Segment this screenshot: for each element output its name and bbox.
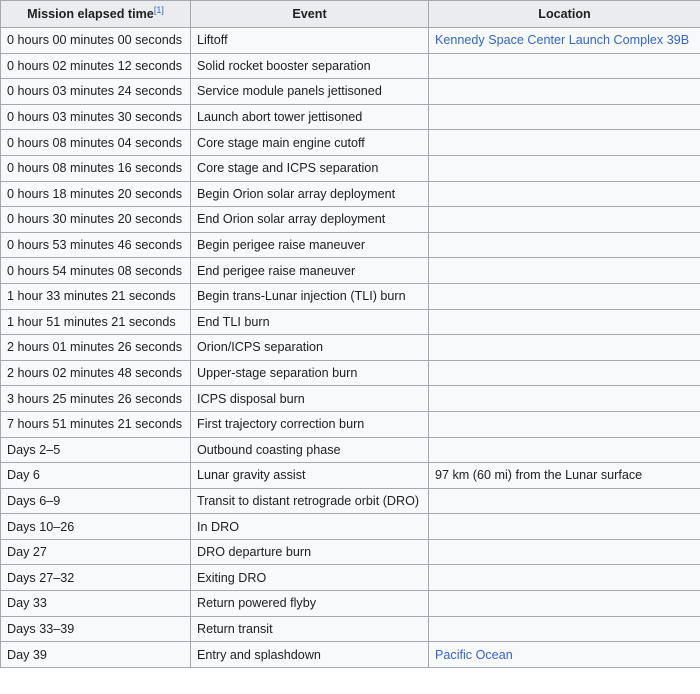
table-row <box>1 437 700 463</box>
cell-mission-elapsed-time: 1 hour 33 minutes 21 seconds <box>1 283 191 309</box>
cell-event: Service module panels jettisoned <box>191 79 429 105</box>
cell-location <box>429 488 700 514</box>
cell-event: Lunar gravity assist <box>191 463 429 489</box>
cell-event: Launch abort tower jettisoned <box>191 104 429 130</box>
table-row <box>1 232 700 258</box>
cell-mission-elapsed-time: 0 hours 02 minutes 12 seconds <box>1 53 191 79</box>
table-row <box>1 616 700 642</box>
location-link[interactable]: Pacific Ocean <box>435 647 513 662</box>
header-time-label: Mission elapsed time <box>27 7 154 21</box>
cell-mission-elapsed-time: Days 27–32 <box>1 565 191 591</box>
cell-location <box>429 104 700 130</box>
cell-mission-elapsed-time: 0 hours 03 minutes 30 seconds <box>1 104 191 130</box>
table-row <box>1 155 700 181</box>
cell-event: First trajectory correction burn <box>191 411 429 437</box>
cell-mission-elapsed-time: 7 hours 51 minutes 21 seconds <box>1 411 191 437</box>
cell-event: Liftoff <box>191 28 429 54</box>
cell-event: Transit to distant retrograde orbit (DRO) <box>191 488 429 514</box>
cell-event: Entry and splashdown <box>191 642 429 668</box>
cell-location <box>429 335 700 361</box>
cell-event: DRO departure burn <box>191 539 429 565</box>
cell-event: In DRO <box>191 514 429 540</box>
table-row <box>1 386 700 412</box>
cell-mission-elapsed-time: 0 hours 54 minutes 08 seconds <box>1 258 191 284</box>
cell-mission-elapsed-time: 0 hours 08 minutes 16 seconds <box>1 155 191 181</box>
header-location: Location <box>429 1 700 28</box>
cell-mission-elapsed-time: 2 hours 01 minutes 26 seconds <box>1 335 191 361</box>
cell-event: Outbound coasting phase <box>191 437 429 463</box>
cell-mission-elapsed-time: Day 6 <box>1 463 191 489</box>
cell-location <box>429 539 700 565</box>
cell-mission-elapsed-time: Days 2–5 <box>1 437 191 463</box>
table-row <box>1 488 700 514</box>
citation-link[interactable]: [1] <box>153 4 164 15</box>
cell-mission-elapsed-time: 3 hours 25 minutes 26 seconds <box>1 386 191 412</box>
cell-location <box>429 642 700 668</box>
cell-location <box>429 437 700 463</box>
table-row <box>1 258 700 284</box>
cell-mission-elapsed-time: 0 hours 53 minutes 46 seconds <box>1 232 191 258</box>
table-row <box>1 411 700 437</box>
cell-event: ICPS disposal burn <box>191 386 429 412</box>
cell-location <box>429 258 700 284</box>
cell-event: Core stage main engine cutoff <box>191 130 429 156</box>
cell-event: Begin trans-Lunar injection (TLI) burn <box>191 283 429 309</box>
cell-event: End perigee raise maneuver <box>191 258 429 284</box>
table-row <box>1 181 700 207</box>
cell-location <box>429 79 700 105</box>
table-row <box>1 104 700 130</box>
cell-mission-elapsed-time: 0 hours 08 minutes 04 seconds <box>1 130 191 156</box>
cell-event: End Orion solar array deployment <box>191 207 429 233</box>
table-row <box>1 514 700 540</box>
cell-mission-elapsed-time: Day 27 <box>1 539 191 565</box>
table-header-row <box>1 1 700 28</box>
cell-location <box>429 565 700 591</box>
table-row <box>1 207 700 233</box>
cell-mission-elapsed-time: Day 39 <box>1 642 191 668</box>
cell-mission-elapsed-time: Days 33–39 <box>1 616 191 642</box>
cell-location <box>429 181 700 207</box>
table-row <box>1 591 700 617</box>
cell-event: Begin Orion solar array deployment <box>191 181 429 207</box>
header-event: Event <box>191 1 429 28</box>
table-row <box>1 283 700 309</box>
cell-location <box>429 232 700 258</box>
cell-location <box>429 28 700 54</box>
table-row <box>1 130 700 156</box>
cell-mission-elapsed-time: 1 hour 51 minutes 21 seconds <box>1 309 191 335</box>
cell-event: Core stage and ICPS separation <box>191 155 429 181</box>
cell-mission-elapsed-time: 0 hours 03 minutes 24 seconds <box>1 79 191 105</box>
table-row <box>1 79 700 105</box>
cell-location <box>429 386 700 412</box>
table-row <box>1 309 700 335</box>
cell-location <box>429 360 700 386</box>
cell-location <box>429 130 700 156</box>
cell-event: Return transit <box>191 616 429 642</box>
header-mission-elapsed-time <box>1 1 191 28</box>
cell-location <box>429 616 700 642</box>
cell-mission-elapsed-time: 0 hours 18 minutes 20 seconds <box>1 181 191 207</box>
cell-mission-elapsed-time: Day 33 <box>1 591 191 617</box>
table-row <box>1 360 700 386</box>
table-row <box>1 565 700 591</box>
table-row <box>1 28 700 54</box>
cell-event: Begin perigee raise maneuver <box>191 232 429 258</box>
cell-location <box>429 591 700 617</box>
cell-mission-elapsed-time: Days 10–26 <box>1 514 191 540</box>
cell-mission-elapsed-time: 2 hours 02 minutes 48 seconds <box>1 360 191 386</box>
table-row <box>1 539 700 565</box>
cell-location <box>429 155 700 181</box>
table-row <box>1 463 700 489</box>
cell-mission-elapsed-time: Days 6–9 <box>1 488 191 514</box>
cell-location <box>429 207 700 233</box>
cell-location <box>429 309 700 335</box>
cell-location <box>429 283 700 309</box>
citation-ref[interactable] <box>154 5 164 15</box>
table-row <box>1 53 700 79</box>
cell-event: Upper-stage separation burn <box>191 360 429 386</box>
cell-location: 97 km (60 mi) from the Lunar surface <box>429 463 700 489</box>
table-row <box>1 642 700 668</box>
cell-event: Exiting DRO <box>191 565 429 591</box>
cell-location <box>429 411 700 437</box>
cell-event: Return powered flyby <box>191 591 429 617</box>
cell-event: End TLI burn <box>191 309 429 335</box>
cell-mission-elapsed-time: 0 hours 30 minutes 20 seconds <box>1 207 191 233</box>
cell-mission-elapsed-time: 0 hours 00 minutes 00 seconds <box>1 28 191 54</box>
cell-event: Solid rocket booster separation <box>191 53 429 79</box>
cell-location <box>429 514 700 540</box>
cell-event: Orion/ICPS separation <box>191 335 429 361</box>
table-row <box>1 335 700 361</box>
cell-location <box>429 53 700 79</box>
location-link[interactable]: Kennedy Space Center Launch Complex 39B <box>435 33 690 48</box>
